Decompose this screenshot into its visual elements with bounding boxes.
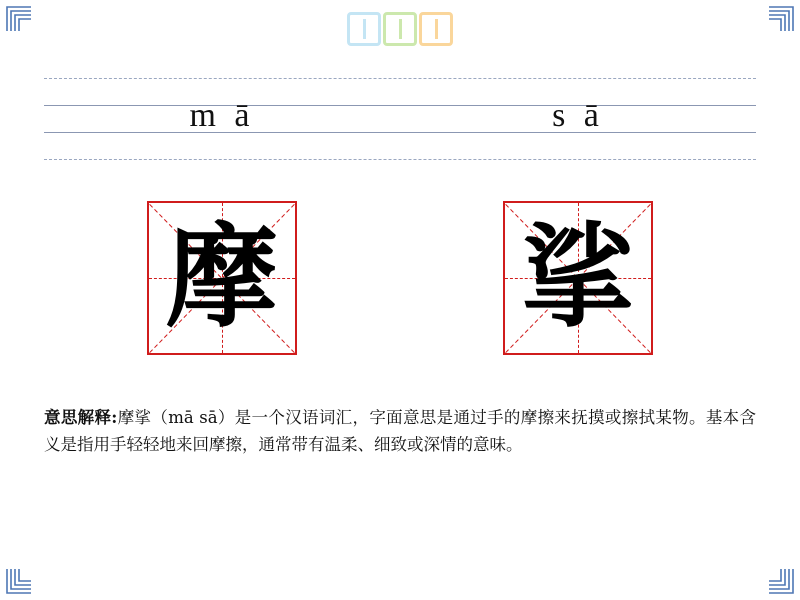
- pinyin-syllable-1: m ā: [189, 97, 255, 134]
- logo-block-blue-icon: [347, 12, 381, 46]
- pinyin-syllable-2: s ā: [552, 97, 604, 134]
- character-grid-row: [44, 198, 756, 358]
- pinyin-staff: [44, 78, 756, 160]
- corner-ornament-top-left: [6, 6, 32, 32]
- corner-ornament-bottom-right: [768, 568, 794, 594]
- explanation-text: 摩挲（mā sā）是一个汉语词汇，字面意思是通过手的摩擦来抚摸或擦拭某物。基本含义是指用手轻轻地来回摩擦，通常带有温柔、细致或深情的意味。: [44, 408, 756, 454]
- character-cell-2: [400, 198, 756, 358]
- tianzige-box-1: [147, 201, 297, 355]
- corner-ornament-top-right: [768, 6, 794, 32]
- pinyin-row: [44, 78, 756, 160]
- character-cell-1: [44, 198, 400, 358]
- tianzige-box-2: [503, 201, 653, 355]
- logo-block-green-icon: [383, 12, 417, 46]
- watermark-logo: [347, 12, 453, 46]
- corner-ornament-bottom-left: [6, 568, 32, 594]
- hanzi-character-1: 摩: [166, 212, 278, 343]
- explanation-block: [44, 405, 756, 458]
- hanzi-character-2: 挲: [522, 212, 634, 343]
- explanation-label: 意思解释:: [44, 408, 118, 427]
- logo-block-orange-icon: [419, 12, 453, 46]
